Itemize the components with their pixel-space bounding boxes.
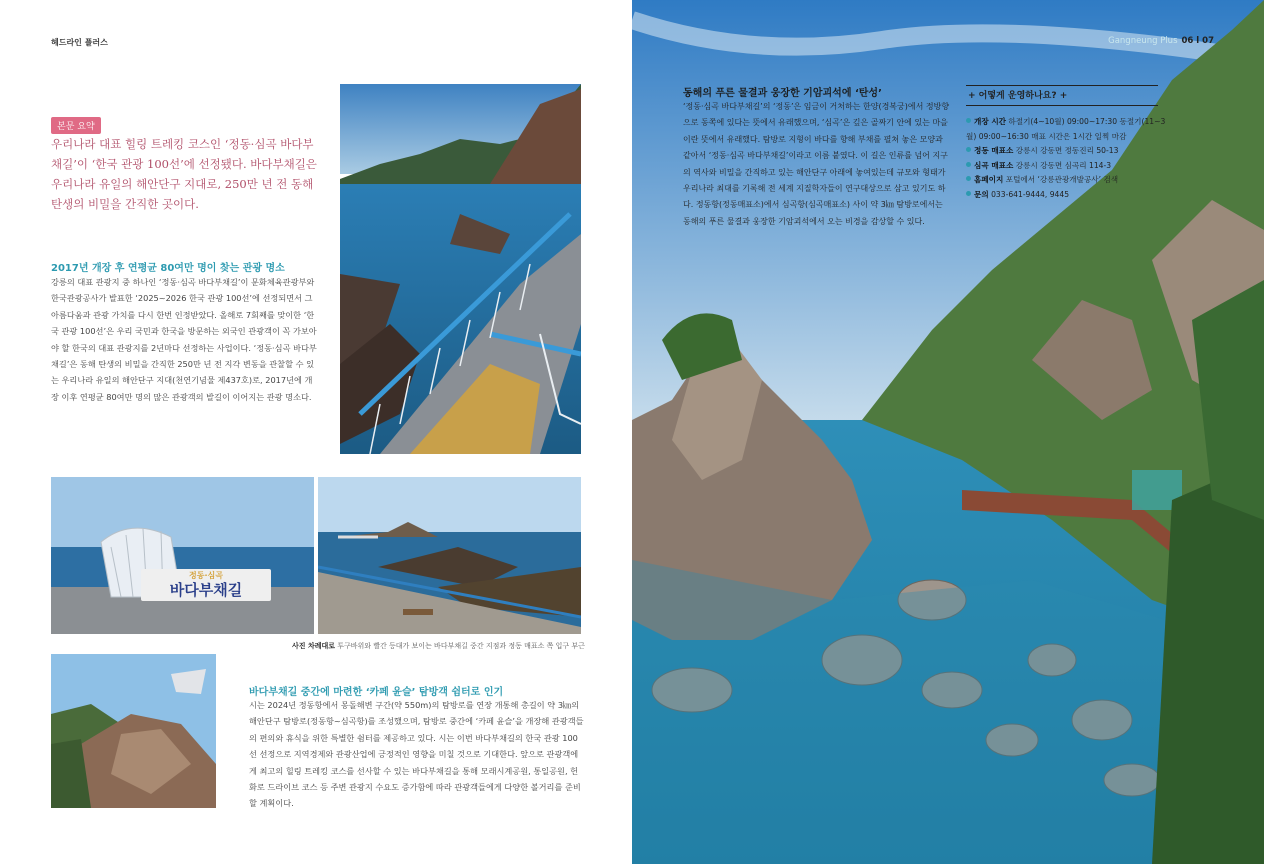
info-list	[966, 115, 1166, 203]
bullet-icon	[966, 147, 971, 152]
page-number	[1108, 36, 1214, 46]
info-item	[966, 173, 1166, 188]
info-label: 심곡 매표소	[974, 160, 1014, 170]
caption-text: 투구바위와 빨간 등대가 보이는 바다부채길 중간 지점과 정동 매표소 쪽 입구 부근	[337, 642, 585, 650]
bullet-icon	[966, 118, 971, 123]
info-item	[966, 188, 1166, 203]
info-title: + 어떻게 운영하나요? +	[966, 85, 1158, 106]
summary-text: 우리나라 대표 힐링 트레킹 코스인 ‘정동·심곡 바다부채길’이 ‘한국 관광 100선’에 선정됐다. 바다부채길은 우리나라 유일의 해안단구 지대로, 250만 년 전 동해 탄생의 비밀을 간직한 곳이다.	[51, 137, 317, 211]
section-header: 헤드라인 플러스	[51, 38, 108, 47]
right-body: ‘정동·심곡 바다부채길’의 ‘정동’은 임금이 거처하는 한양(경복궁)에서 정방향으로 동쪽에 있다는 뜻에서 유래했으며, ‘심곡’은 깊은 골짜기 안에 있는 마을이란 뜻에서 유래했다. 탐방로 지형이 바다를 향해 부채를 펼쳐 놓은 모양과 같아서 ‘정동·심곡 바다부채길’이라고 이름 붙였다. 이 길은 인류를 넘어 지구의 역사와 비밀을 간직하고 있는 해안단구 아래에 놓여있는데 규모와 형태가 우리나라 최대를 기록해 전 세계 지질학자들이 연구대상으로 삼고 있기도 하다. 정동항(정동매표소)에서 심곡항(심곡매표소) 사이 약 3㎞ 탐방로에서는 동해의 푸른 물결과 웅장한 기암괴석에서 오는 비경을 감상할 수 있다.	[683, 102, 950, 226]
boardwalk-photo	[340, 84, 581, 454]
info-value: 하절기(4~10월) 09:00~17:30 동절기(11~3월) 09:00~16:30 매표 시간은 1시간 일찍 마감	[966, 117, 1166, 141]
info-value: 포털에서 ‘강릉관광개발공사’ 검색	[1005, 175, 1119, 185]
summary-badge: 본문 요약	[51, 117, 101, 134]
page-num: 06 l 07	[1181, 36, 1214, 46]
right-title: 동해의 푸른 물결과 웅장한 기암괴석에 ‘탄성’	[683, 88, 882, 99]
info-value: 033-641-9444, 9445	[991, 189, 1070, 199]
cliff-photo	[51, 654, 216, 808]
sign-small-text: 정동·심곡	[189, 571, 223, 580]
coast-photo	[318, 477, 581, 634]
info-item	[966, 159, 1166, 174]
info-label: 정동 매표소	[974, 146, 1014, 156]
page-label: Gangneung Plus	[1108, 36, 1178, 46]
info-label: 개장 시간	[974, 117, 1006, 126]
info-item	[966, 144, 1166, 159]
section1-body: 강릉의 대표 관광지 중 하나인 ‘정동·심곡 바다부채길’이 문화체육관광부와 한국관광공사가 발표한 ‘2025~2026 한국 관광 100선’에 선정되면서 그 아름다움과 관광 가치를 다시 한번 인정받았다. 올해로 7회째를 맞이한 ‘한국 관광 100선’은 우리 국민과 한국을 방문하는 외국인 관광객이 꼭 가보아야 할 한국의 대표 관광지를 2년마다 선정하는 사업이다. ‘정동·심곡 바다부채길’은 동해 탄생의 비밀을 간직한 250만 년 전 지각 변동을 관찰할 수 있는 우리나라 유일의 해안단구 지대(천연기념물 제437호)로, 2017년에 개장 이후 연평균 80여만 명의 많은 관광객의 발길이 이어지는 관광 명소다.	[51, 277, 317, 402]
sign-photo	[51, 477, 314, 634]
info-value: 강릉시 강동면 정동진리 50-13	[1015, 146, 1119, 156]
right-page	[632, 0, 1264, 864]
info-value: 강릉시 강동면 심곡리 114-3	[1015, 160, 1112, 170]
bullet-icon	[966, 162, 971, 167]
bullet-icon	[966, 176, 971, 181]
caption-label: 사진 차례대로	[292, 642, 336, 650]
info-item	[966, 115, 1166, 144]
sign-main-text: 바다부채길	[169, 581, 243, 599]
bullet-icon	[966, 191, 971, 196]
section2-body: 시는 2024년 정동항에서 몽돌해변 구간(약 550m)의 탐방로를 연장 개통해 총길이 약 3㎞의 해안단구 탐방로(정동항~심곡항)를 조성했으며, 탐방로 중간에 ‘카페 윤슬’을 개장해 관광객들의 편의와 휴식을 위한 특별한 쉼터를 제공하고 있다. 시는 이번 바다부채길의 한국 관광 100선 선정으로 지역경제와 관광산업에 긍정적인 영향을 미칠 것으로 기대한다. 앞으로 관광객에게 최고의 힐링 트레킹 코스를 선사할 수 있는 바다부채길을 통해 모래시계공원, 통일공원, 헌화로 드라이브 코스 등 주변 관광지 수요도 증가함에 따라 관광객들에게 다양한 볼거리를 준비할 계획이다.	[249, 700, 584, 809]
photo-caption	[292, 641, 585, 651]
info-label: 문의	[974, 189, 989, 199]
section1-title: 2017년 개장 후 연평균 80여만 명이 찾는 관광 명소	[51, 263, 285, 274]
info-label: 홈페이지	[974, 175, 1004, 185]
section2-title: 바다부채길 중간에 마련한 ‘카페 윤슬’ 탐방객 쉼터로 인기	[249, 687, 504, 698]
